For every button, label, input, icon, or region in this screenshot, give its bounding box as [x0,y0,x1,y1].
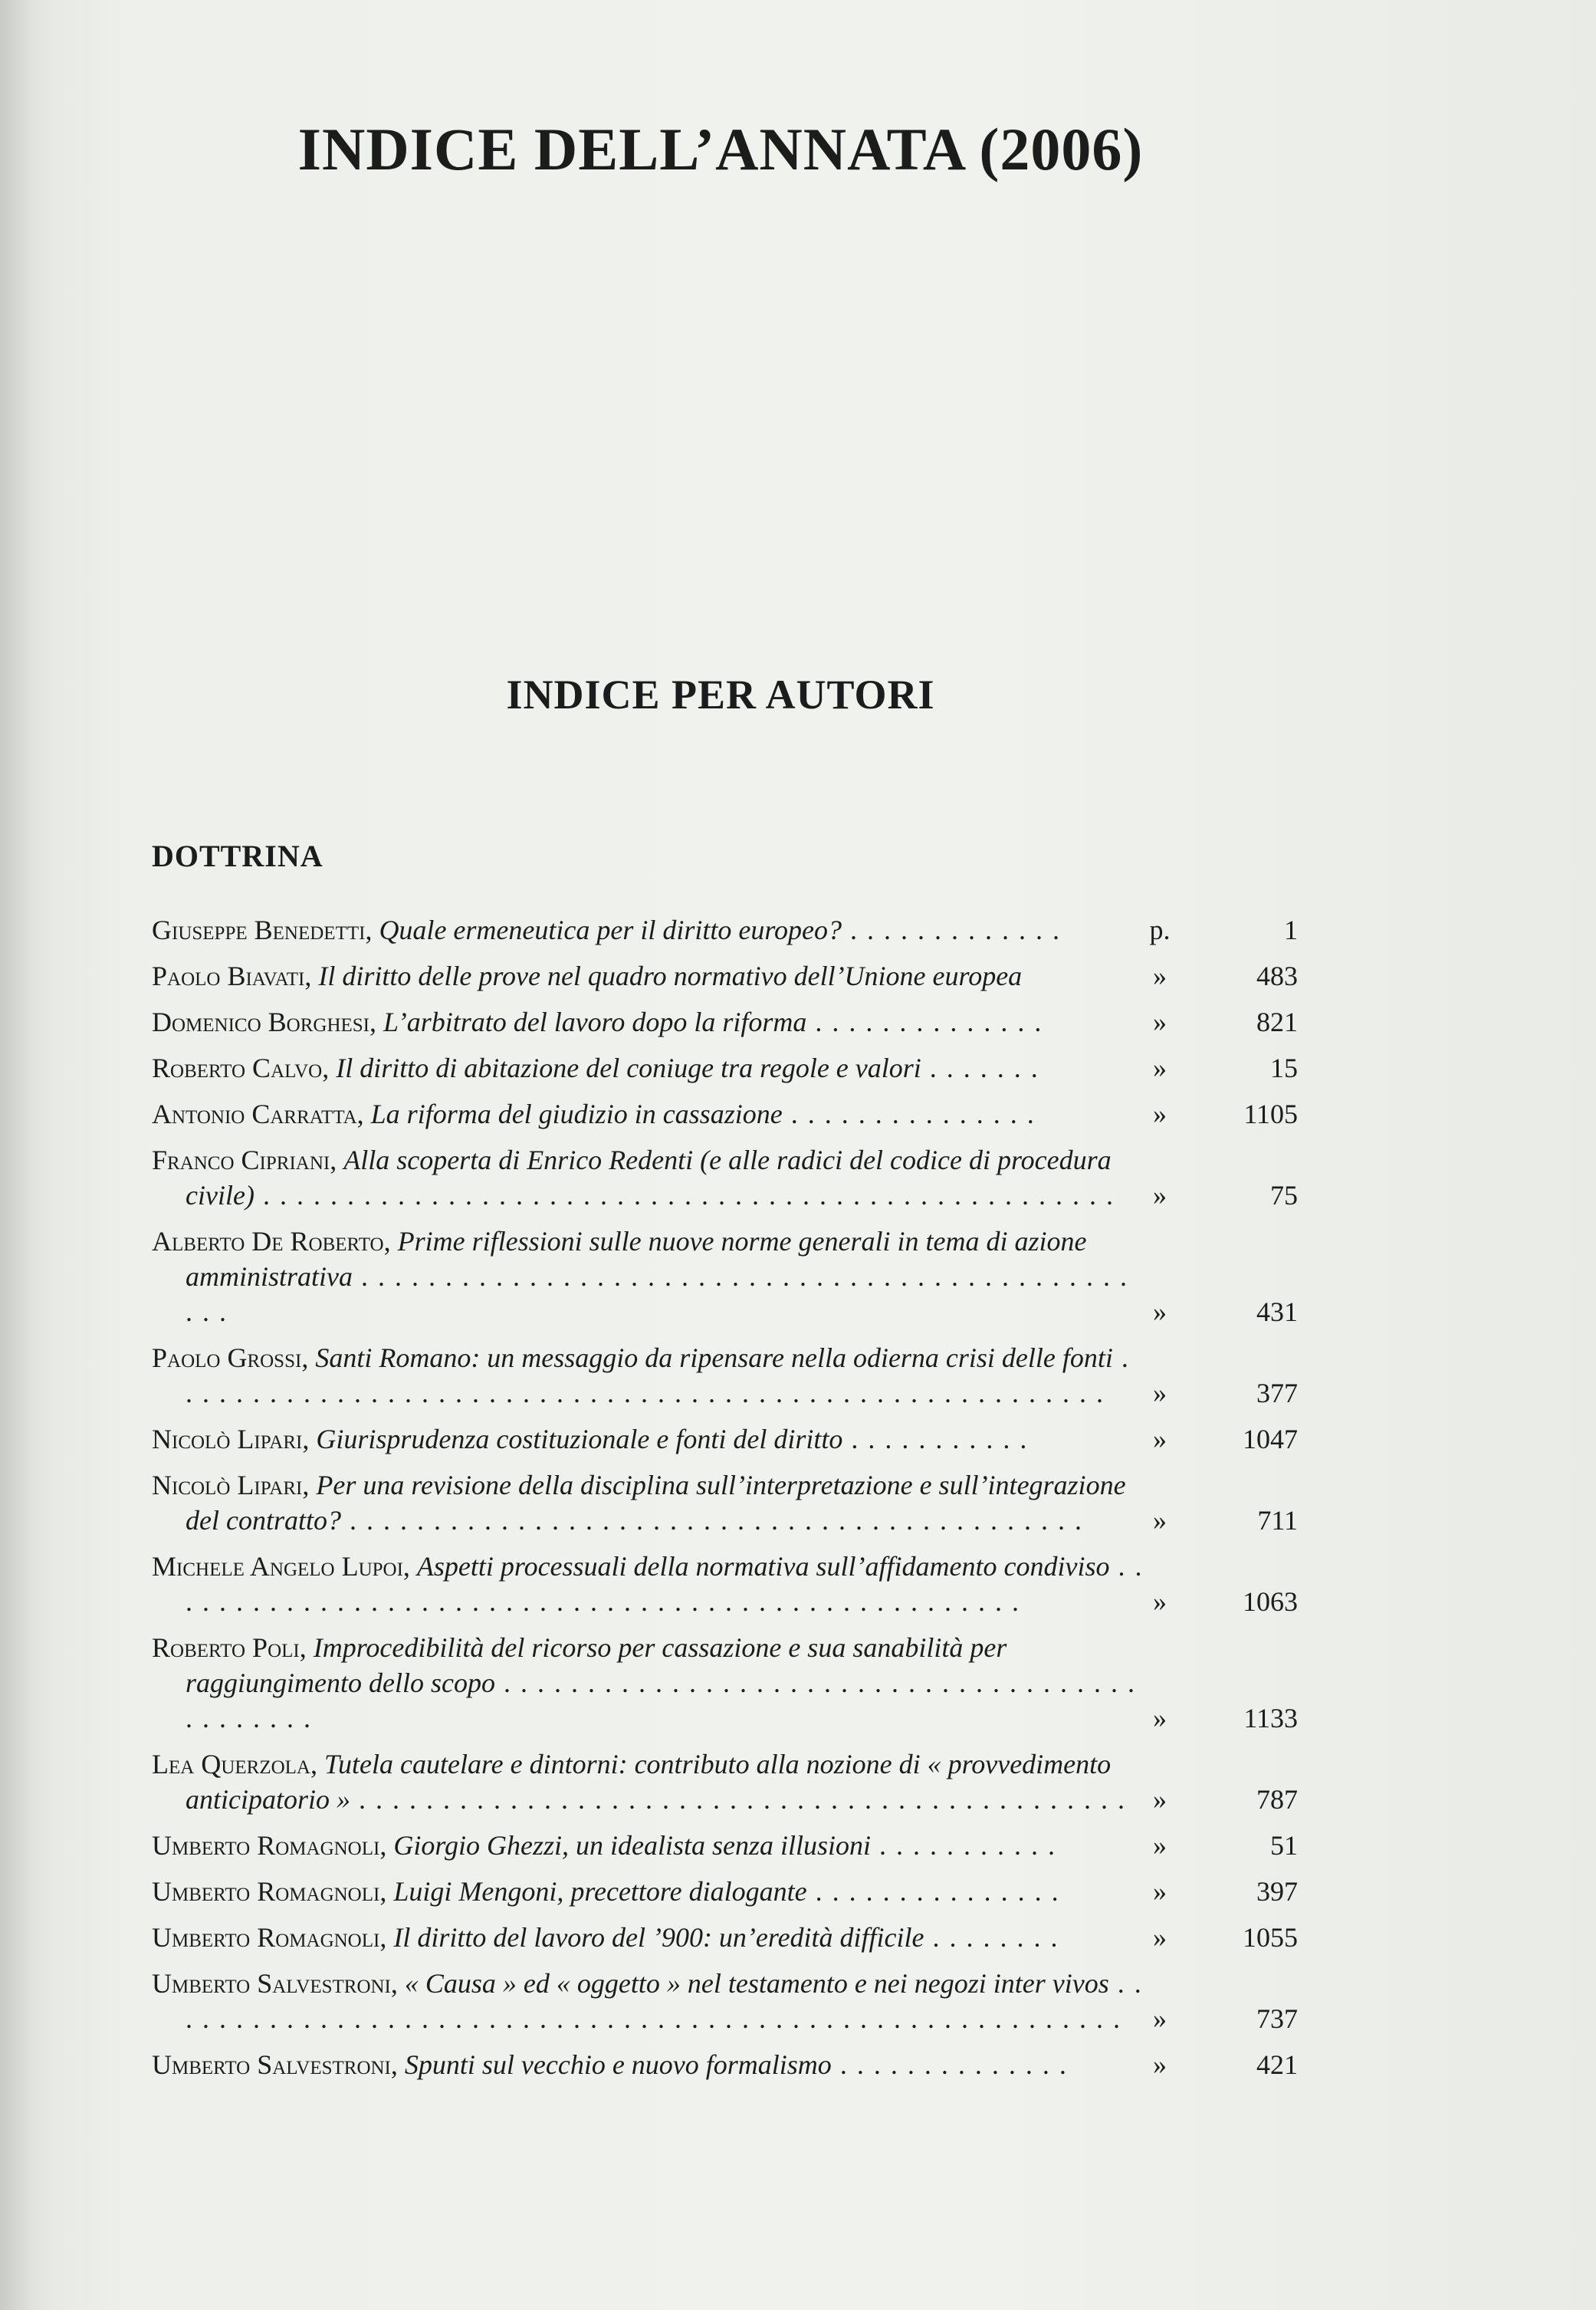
index-entry [152,1630,1298,1736]
entry-text: Lea Querzola, Tutela cautelare e dintorni: contributo alla nozione di « provvedimento anticipatorio » . . . . . . . . . . . . . . . . . . . . . . . . . . . . . . . . . . . . . . . . . . . . . . [152,1749,1126,1815]
page-marker: p. [1149,915,1171,945]
index-entry [152,1142,1298,1213]
leader-dots: . . . . . . . . . . . . . . . [806,1876,1060,1907]
leader-dots: . . . . . . . . . . . . . . . . . . . . . . . . . . . . . . . . . . . . . . . . . . . . . . . . . . . [254,1180,1115,1211]
entry-text: Giuseppe Benedetti, Quale ermeneutica per il diritto europeo? . . . . . . . . . . . . . [152,915,1061,945]
entry-title: Il diritto delle prove nel quadro normativo dell’Unione europea [318,961,1023,991]
page-marker: » [1153,1922,1167,1953]
leader-dots: . . . . . . . . . . . . . . . . . . . . . . . . . . . . . . . . . . . . . . . . . . . . . . . . . [186,1261,1129,1327]
leader-dots: . . . . . . . . [924,1922,1059,1953]
entry-page-number: 1133 [1243,1703,1298,1733]
entry-page-number: 75 [1270,1180,1298,1211]
index-entry [152,1096,1298,1132]
leader-dots: . . . . . . . . . . . . . . . . . . . . . . . . . . . . . . . . . . . . . . . . . . . . . . . . . . . . [186,1551,1144,1617]
page-marker: » [1153,2003,1167,2034]
index-entry [152,1340,1298,1411]
entry-page-number: 711 [1257,1505,1298,1536]
entry-text: Franco Cipriani, Alla scoperta di Enrico Redenti (e alle radici del codice di procedura civile) . . . . . . . . . . . . . . . . . . . . . . . . . . . . . . . . . . . . . . . . . . . . . . . . . . . [152,1145,1115,1211]
entry-text: Nicolò Lipari, Per una revisione della disciplina sull’interpretazione e sull’integrazione del contratto? . . . . . . . . . . . . . . . . . . . . . . . . . . . . . . . . . . . . . . . . . . . . [152,1470,1126,1536]
entry-page-number: 1105 [1243,1099,1298,1129]
entry-title: Improcedibilità del ricorso per cassazione e sua sanabilità per raggiungimento dello scopo [186,1632,1007,1698]
entry-title: Luigi Mengoni, precettore dialogante [393,1876,807,1907]
entry-author: Umberto Romagnoli [152,1830,380,1861]
entry-page-number: 421 [1256,2049,1298,2080]
entry-author: Umberto Romagnoli [152,1876,380,1907]
entry-text: Umberto Salvestroni, « Causa » ed « oggetto » nel testamento e nei negozi inter vivos . . . . . . . . . . . . . . . . . . . . . . . . . . . . . . . . . . . . . . . . . . . . . . . . . . . . . . . . . . [152,1968,1143,2034]
page-marker: » [1153,1784,1167,1815]
entry-page-number: 15 [1270,1053,1298,1083]
entry-page-number: 483 [1256,961,1298,991]
entry-author: Antonio Carratta [152,1099,357,1129]
entry-page-number: 821 [1256,1007,1298,1037]
entry-title: Il diritto del lavoro del ’900: un’eredità difficile [393,1922,924,1953]
leader-dots: . . . . . . . . . . . . . . [806,1007,1043,1037]
leader-dots: . . . . . . . . . . . [842,1424,1029,1454]
author-index-list [152,912,1298,2082]
entry-author: Nicolò Lipari [152,1424,303,1454]
index-entry [152,1966,1298,2036]
entry-author: Umberto Romagnoli [152,1922,380,1953]
entry-title: La riforma del giudizio in cassazione [370,1099,783,1129]
entry-title: Per una revisione della disciplina sull’interpretazione e sull’integrazione del contratto? [186,1470,1126,1536]
entry-author: Michele Angelo Lupoi [152,1551,403,1582]
entry-title: Tutela cautelare e dintorni: contributo alla nozione di « provvedimento anticipatorio » [186,1749,1112,1815]
entry-page-number: 737 [1256,2003,1298,2034]
page-marker: » [1153,1703,1167,1733]
entry-author: Giuseppe Benedetti [152,915,366,945]
entry-text: Michele Angelo Lupoi, Aspetti processuali della normativa sull’affidamento condiviso . . . . . . . . . . . . . . . . . . . . . . . . . . . . . . . . . . . . . . . . . . . . . . . . . . . . [152,1551,1144,1617]
entry-title: Giurisprudenza costituzionale e fonti del diritto [316,1424,843,1454]
entry-text: Roberto Poli, Improcedibilità del ricorso per cassazione e sua sanabilità per raggiungimento dello scopo . . . . . . . . . . . . . . . . . . . . . . . . . . . . . . . . . . . . . . . . . . . . . . [152,1632,1136,1733]
entry-text: Alberto De Roberto, Prime riflessioni sulle nuove norme generali in tema di azione amministrativa . . . . . . . . . . . . . . . . . . . . . . . . . . . . . . . . . . . . . . . . . . . . . . . . . [152,1226,1129,1327]
entry-page-number: 1047 [1243,1424,1298,1454]
page-marker: » [1153,1586,1167,1617]
entry-title: Alla scoperta di Enrico Redenti (e alle radici del codice di procedura civile) [186,1145,1112,1211]
page-marker: » [1153,1424,1167,1454]
entry-text: Antonio Carratta, La riforma del giudizio in cassazione . . . . . . . . . . . . . . . [152,1099,1036,1129]
leader-dots: . . . . . . . . . . . . . [841,915,1061,945]
entry-author: Domenico Borghesi [152,1007,370,1037]
entry-author: Franco Cipriani [152,1145,330,1175]
entry-title: Santi Romano: un messaggio da ripensare nella odierna crisi delle fonti [315,1342,1113,1373]
index-subtitle: INDICE PER AUTORI [506,672,935,718]
entry-page-number: 51 [1270,1830,1298,1861]
leader-dots: . . . . . . . . . . . [871,1830,1057,1861]
entry-author: Roberto Poli [152,1632,300,1663]
section-heading: DOTTRINA [152,839,323,873]
entry-title: Giorgio Ghezzi, un idealista senza illusioni [393,1830,872,1861]
entry-title: Spunti sul vecchio e nuovo formalismo [404,2049,832,2080]
page-marker: » [1153,1378,1167,1408]
entry-title: Il diritto di abitazione del coniuge tra regole e valori [336,1053,921,1083]
index-entry [152,2047,1298,2082]
entry-page-number: 377 [1256,1378,1298,1408]
spine-shadow [0,0,54,2310]
entry-author: Umberto Salvestroni [152,1968,391,1999]
entry-page-number: 787 [1256,1784,1298,1815]
entry-text: Umberto Romagnoli, Luigi Mengoni, precettore dialogante . . . . . . . . . . . . . . . [152,1876,1060,1907]
index-entry [152,1004,1298,1040]
entry-author: Roberto Calvo [152,1053,323,1083]
page-marker: » [1153,1830,1167,1861]
entry-page-number: 431 [1256,1296,1298,1327]
entry-page-number: 1 [1284,915,1298,945]
index-entry [152,1224,1298,1329]
entry-author: Lea Querzola [152,1749,310,1779]
entry-text: Nicolò Lipari, Giurisprudenza costituzionale e fonti del diritto . . . . . . . . . . . [152,1424,1029,1454]
leader-dots: . . . . . . . . . . . . . . [831,2049,1068,2080]
index-entry [152,912,1298,948]
entry-author: Paolo Grossi [152,1342,302,1373]
index-entry [152,1746,1298,1817]
entry-title: L’arbitrato del lavoro dopo la riforma [383,1007,807,1037]
page-marker: » [1153,2049,1167,2080]
page-marker: » [1153,1876,1167,1907]
page-marker: » [1153,1053,1167,1083]
index-entry [152,1421,1298,1457]
leader-dots: . . . . . . . . . . . . . . . . . . . . . . . . . . . . . . . . . . . . . . . . . . . . . . . . . . . . . . . . [186,1342,1130,1408]
index-entry [152,1549,1298,1619]
entry-page-number: 1063 [1243,1586,1298,1617]
entry-text: Umberto Romagnoli, Giorgio Ghezzi, un idealista senza illusioni . . . . . . . . . . . [152,1830,1057,1861]
entry-text: Roberto Calvo, Il diritto di abitazione del coniuge tra regole e valori . . . . . . . [152,1053,1039,1083]
entry-author: Paolo Biavati [152,961,305,991]
page-marker: » [1153,1296,1167,1327]
index-entry [152,1874,1298,1909]
index-entry [152,1050,1298,1086]
entry-text: Umberto Salvestroni, Spunti sul vecchio e nuovo formalismo . . . . . . . . . . . . . . [152,2049,1068,2080]
page-marker: » [1153,1505,1167,1536]
entry-text: Umberto Romagnoli, Il diritto del lavoro del ’900: un’eredità difficile . . . . . . . . [152,1922,1059,1953]
entry-author: Umberto Salvestroni [152,2049,391,2080]
index-entry [152,1920,1298,1955]
entry-title: Prime riflessioni sulle nuove norme generali in tema di azione amministrativa [186,1226,1087,1292]
index-entry [152,1828,1298,1863]
leader-dots: . . . . . . . . . . . . . . . . . . . . . . . . . . . . . . . . . . . . . . . . . . . . . . [186,1668,1136,1733]
index-entry [152,958,1298,994]
entry-text: Domenico Borghesi, L’arbitrato del lavoro dopo la riforma . . . . . . . . . . . . . . [152,1007,1043,1037]
entry-author: Nicolò Lipari [152,1470,303,1500]
leader-dots: . . . . . . . . . . . . . . . [782,1099,1036,1129]
page-marker: » [1153,961,1167,991]
entry-page-number: 1055 [1243,1922,1298,1953]
page-title: INDICE DELL’ANNATA (2006) [297,116,1144,182]
entry-text: Paolo Grossi, Santi Romano: un messaggio da ripensare nella odierna crisi delle fonti . . . . . . . . . . . . . . . . . . . . . . . . . . . . . . . . . . . . . . . . . . . . . . . . . . . . . . . . [152,1342,1130,1408]
entry-title: Aspetti processuali della normativa sull’affidamento condiviso [416,1551,1110,1582]
leader-dots: . . . . . . . [921,1053,1039,1083]
leader-dots: . . . . . . . . . . . . . . . . . . . . . . . . . . . . . . . . . . . . . . . . . . . . . . . . . . . . . . . . . . [186,1968,1143,2034]
index-entry [152,1467,1298,1538]
entry-author: Alberto De Roberto [152,1226,384,1257]
entry-text: Paolo Biavati, Il diritto delle prove nel quadro normativo dell’Unione europea [152,961,1023,991]
entry-page-number: 397 [1256,1876,1298,1907]
page-marker: » [1153,1180,1167,1211]
entry-title: Quale ermeneutica per il diritto europeo? [379,915,842,945]
leader-dots: . . . . . . . . . . . . . . . . . . . . . . . . . . . . . . . . . . . . . . . . . . . . . . [350,1784,1126,1815]
leader-dots: . . . . . . . . . . . . . . . . . . . . . . . . . . . . . . . . . . . . . . . . . . . . [340,1505,1083,1536]
page-marker: » [1153,1007,1167,1037]
page-marker: » [1153,1099,1167,1129]
entry-title: « Causa » ed « oggetto » nel testamento e nei negozi inter vivos [404,1968,1109,1999]
